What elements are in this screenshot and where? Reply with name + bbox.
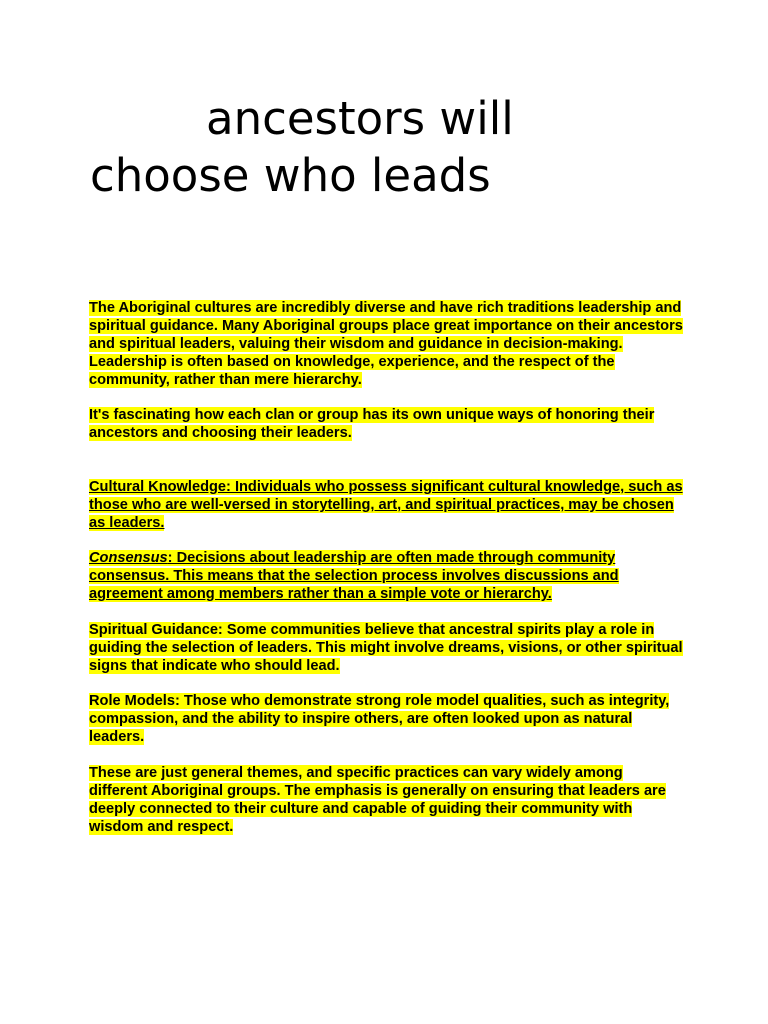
paragraph-consensus-text: : Decisions about leadership are often made through community consensus. This means that the selection process involves discussions and agreement among members rather than a simple vote or hierarchy. [89, 550, 619, 602]
paragraph-spiritual-guidance [89, 621, 683, 675]
paragraph-spiritual-guidance-text: Spiritual Guidance: Some communities believe that ancestral spirits play a role in guiding the selection of leaders. This might involve dreams, visions, or other spiritual signs that indicate who should lead. [89, 622, 683, 674]
document-title [90, 90, 690, 204]
paragraph-fascinating-text: It's fascinating how each clan or group has its own unique ways of honoring their ancestors and choosing their leaders. [89, 407, 655, 441]
paragraph-cultural-knowledge [89, 478, 683, 532]
consensus-term: Consensus [89, 550, 168, 566]
paragraph-conclusion [89, 764, 683, 836]
paragraph-role-models-text: Role Models: Those who demonstrate strong role model qualities, such as integrity, compassion, and the ability to inspire others, are often looked upon as natural leaders. [89, 693, 670, 745]
paragraph-intro-text: The Aboriginal cultures are incredibly diverse and have rich traditions leadership and spiritual guidance. Many Aboriginal groups place great importance on their ancestors and spiritual leaders, valuing their wisdom and guidance in decision-making. Leadership is often based on knowledge, experience, and the respect of the community, rather than mere hierarchy. [89, 300, 683, 388]
paragraph-consensus [89, 549, 683, 603]
paragraph-fascinating [89, 406, 683, 442]
paragraph-role-models [89, 692, 683, 746]
paragraph-intro [89, 299, 683, 389]
paragraph-conclusion-text: These are just general themes, and specific practices can vary widely among different Aboriginal groups. The emphasis is generally on ensuring that leaders are deeply connected to their culture and capable of guiding their community with wisdom and respect. [89, 765, 666, 835]
paragraph-cultural-knowledge-text: Cultural Knowledge: Individuals who possess significant cultural knowledge, such as those who are well-versed in storytelling, art, and spiritual practices, may be chosen as leaders. [89, 479, 683, 531]
title-line-2: choose who leads [90, 149, 491, 202]
title-line-1: ancestors will [206, 92, 514, 145]
